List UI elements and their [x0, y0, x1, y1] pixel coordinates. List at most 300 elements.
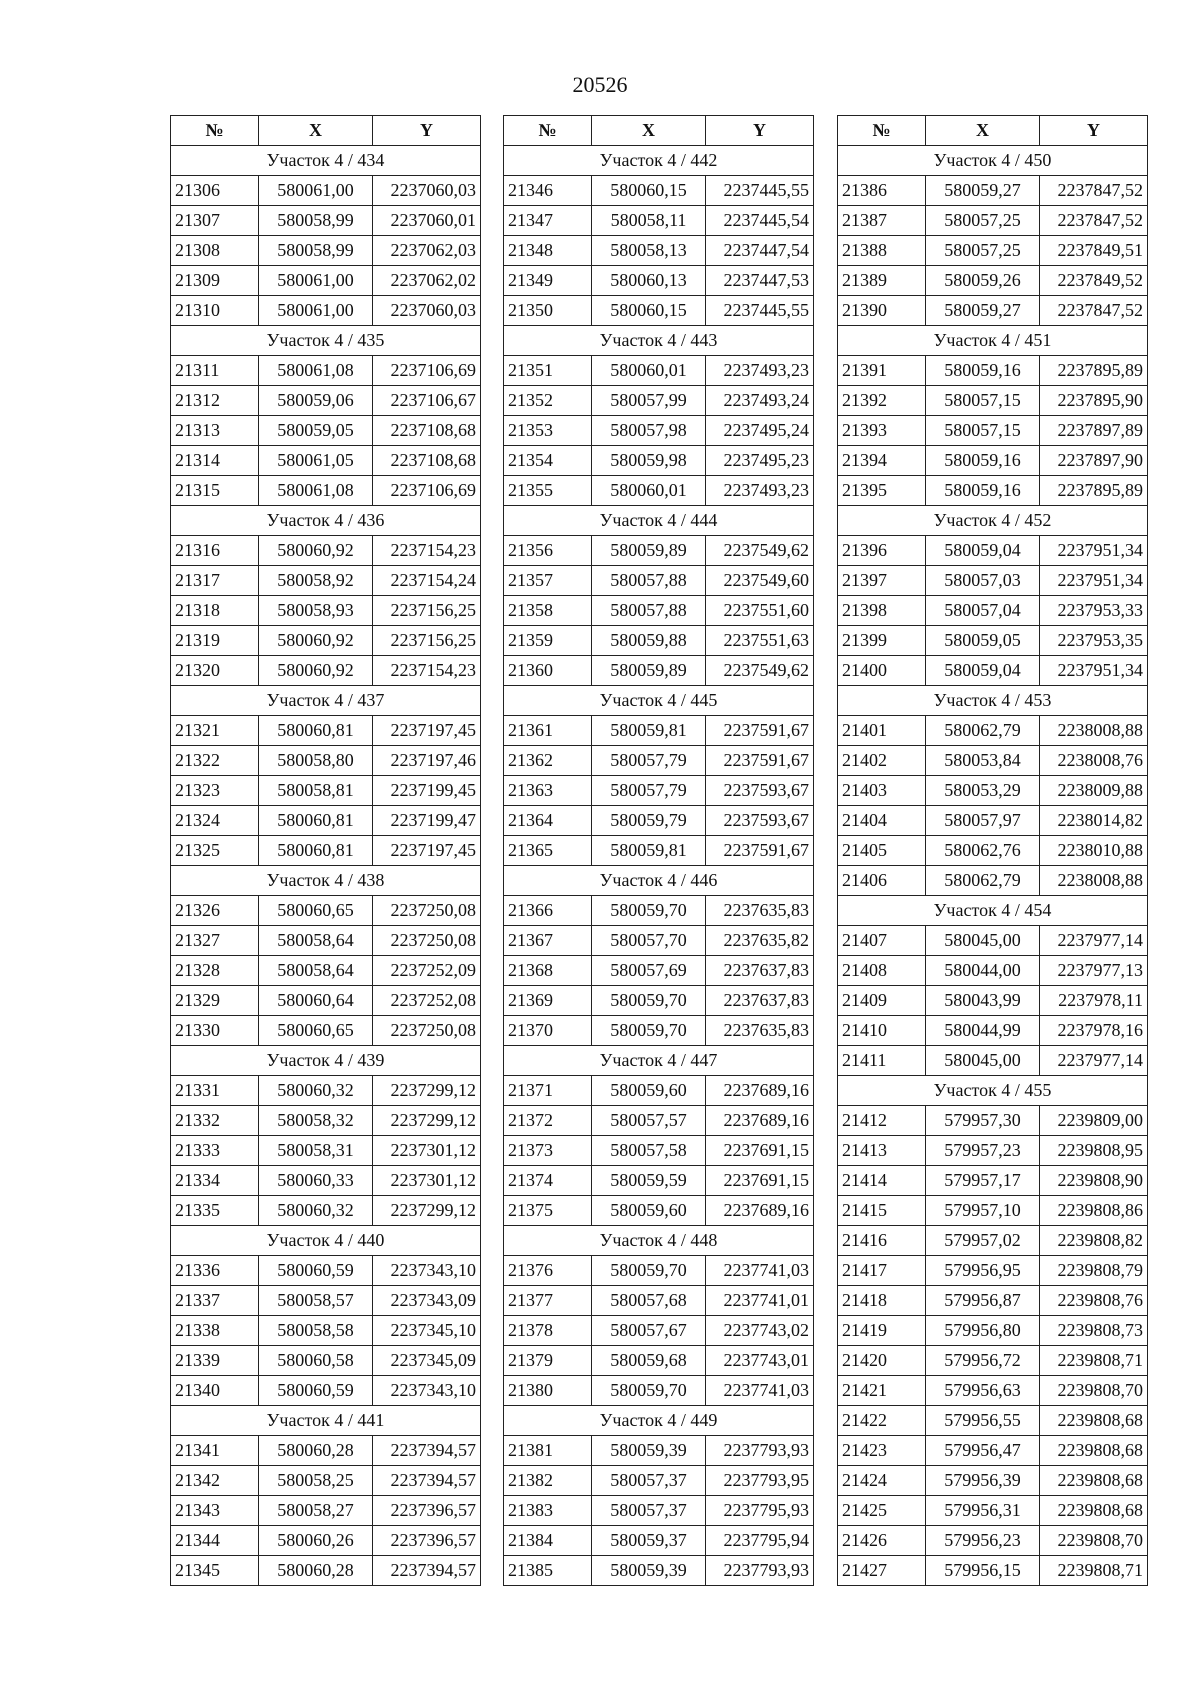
y-coordinate: 2237394,57: [373, 1556, 481, 1586]
table-row: [838, 1436, 1148, 1466]
x-coordinate: 580060,59: [259, 1376, 373, 1406]
y-coordinate: 2238014,82: [1040, 806, 1148, 836]
point-number: 21344: [171, 1526, 259, 1556]
x-coordinate: 580058,32: [259, 1106, 373, 1136]
table-row: [504, 1346, 814, 1376]
y-coordinate: 2237637,83: [706, 956, 814, 986]
section-row: [171, 1226, 481, 1256]
point-number: 21396: [838, 536, 926, 566]
y-coordinate: 2237301,12: [373, 1166, 481, 1196]
table-row: [171, 536, 481, 566]
table-row: [171, 416, 481, 446]
table-row: [838, 416, 1148, 446]
point-number: 21347: [504, 206, 592, 236]
y-coordinate: 2237252,08: [373, 986, 481, 1016]
y-coordinate: 2237493,23: [706, 476, 814, 506]
point-number: 21425: [838, 1496, 926, 1526]
x-coordinate: 580044,99: [926, 1016, 1040, 1046]
x-coordinate: 580059,98: [592, 446, 706, 476]
y-coordinate: 2237551,63: [706, 626, 814, 656]
y-coordinate: 2237977,14: [1040, 926, 1148, 956]
point-number: 21346: [504, 176, 592, 206]
point-number: 21366: [504, 896, 592, 926]
point-number: 21370: [504, 1016, 592, 1046]
x-coordinate: 580058,11: [592, 206, 706, 236]
section-title: Участок 4 / 448: [504, 1226, 814, 1256]
section-row: [504, 146, 814, 176]
point-number: 21367: [504, 926, 592, 956]
x-coordinate: 580059,04: [926, 536, 1040, 566]
x-coordinate: 580057,99: [592, 386, 706, 416]
y-coordinate: 2237977,14: [1040, 1046, 1148, 1076]
point-number: 21421: [838, 1376, 926, 1406]
table-row: [504, 1106, 814, 1136]
x-coordinate: 580053,84: [926, 746, 1040, 776]
x-coordinate: 580060,65: [259, 1016, 373, 1046]
y-coordinate: 2237493,24: [706, 386, 814, 416]
y-coordinate: 2238008,88: [1040, 716, 1148, 746]
y-coordinate: 2237895,89: [1040, 476, 1148, 506]
x-coordinate: 580060,59: [259, 1256, 373, 1286]
section-row: [838, 686, 1148, 716]
y-coordinate: 2237849,51: [1040, 236, 1148, 266]
x-coordinate: 580061,00: [259, 176, 373, 206]
point-number: 21311: [171, 356, 259, 386]
y-coordinate: 2237689,16: [706, 1106, 814, 1136]
table-row: [838, 656, 1148, 686]
y-coordinate: 2237549,60: [706, 566, 814, 596]
y-coordinate: 2237445,55: [706, 176, 814, 206]
y-coordinate: 2237060,03: [373, 296, 481, 326]
table-row: [171, 1436, 481, 1466]
table-row: [171, 896, 481, 926]
header-x: X: [259, 116, 373, 146]
y-coordinate: 2239808,68: [1040, 1496, 1148, 1526]
point-number: 21356: [504, 536, 592, 566]
section-row: [838, 506, 1148, 536]
y-coordinate: 2237106,67: [373, 386, 481, 416]
section-title: Участок 4 / 435: [171, 326, 481, 356]
x-coordinate: 580058,64: [259, 926, 373, 956]
x-coordinate: 580058,81: [259, 776, 373, 806]
y-coordinate: 2237895,90: [1040, 386, 1148, 416]
table-row: [838, 296, 1148, 326]
point-number: 21424: [838, 1466, 926, 1496]
point-number: 21325: [171, 836, 259, 866]
section-title: Участок 4 / 443: [504, 326, 814, 356]
point-number: 21376: [504, 1256, 592, 1286]
section-row: [171, 146, 481, 176]
y-coordinate: 2237793,93: [706, 1556, 814, 1586]
x-coordinate: 580058,31: [259, 1136, 373, 1166]
y-coordinate: 2239808,68: [1040, 1436, 1148, 1466]
x-coordinate: 580058,25: [259, 1466, 373, 1496]
section-row: [838, 146, 1148, 176]
y-coordinate: 2237156,25: [373, 596, 481, 626]
y-coordinate: 2237445,54: [706, 206, 814, 236]
point-number: 21364: [504, 806, 592, 836]
section-row: [171, 506, 481, 536]
y-coordinate: 2237897,89: [1040, 416, 1148, 446]
x-coordinate: 580059,89: [592, 536, 706, 566]
table-row: [504, 296, 814, 326]
x-coordinate: 580057,88: [592, 596, 706, 626]
x-coordinate: 580060,26: [259, 1526, 373, 1556]
table-row: [838, 206, 1148, 236]
x-coordinate: 580058,99: [259, 236, 373, 266]
y-coordinate: 2237741,03: [706, 1256, 814, 1286]
y-coordinate: 2237394,57: [373, 1436, 481, 1466]
x-coordinate: 580060,81: [259, 716, 373, 746]
y-coordinate: 2237447,53: [706, 266, 814, 296]
table-row: [171, 1016, 481, 1046]
y-coordinate: 2237252,09: [373, 956, 481, 986]
y-coordinate: 2239809,00: [1040, 1106, 1148, 1136]
y-coordinate: 2237978,16: [1040, 1016, 1148, 1046]
x-coordinate: 580058,92: [259, 566, 373, 596]
point-number: 21400: [838, 656, 926, 686]
point-number: 21414: [838, 1166, 926, 1196]
point-number: 21312: [171, 386, 259, 416]
table-row: [838, 1256, 1148, 1286]
point-number: 21423: [838, 1436, 926, 1466]
x-coordinate: 580059,88: [592, 626, 706, 656]
table-row: [171, 296, 481, 326]
x-coordinate: 580059,59: [592, 1166, 706, 1196]
y-coordinate: 2237301,12: [373, 1136, 481, 1166]
point-number: 21326: [171, 896, 259, 926]
point-number: 21379: [504, 1346, 592, 1376]
y-coordinate: 2237793,93: [706, 1436, 814, 1466]
table-row: [504, 1376, 814, 1406]
table-row: [838, 1496, 1148, 1526]
point-number: 21308: [171, 236, 259, 266]
x-coordinate: 580059,26: [926, 266, 1040, 296]
point-number: 21324: [171, 806, 259, 836]
table-row: [504, 266, 814, 296]
section-title: Участок 4 / 438: [171, 866, 481, 896]
x-coordinate: 580058,57: [259, 1286, 373, 1316]
x-coordinate: 579956,31: [926, 1496, 1040, 1526]
table-row: [171, 356, 481, 386]
table-row: [171, 1256, 481, 1286]
y-coordinate: 2239808,82: [1040, 1226, 1148, 1256]
coordinates-table-1: [170, 115, 481, 1586]
x-coordinate: 580060,92: [259, 536, 373, 566]
x-coordinate: 580057,68: [592, 1286, 706, 1316]
section-title: Участок 4 / 452: [838, 506, 1148, 536]
x-coordinate: 580061,08: [259, 476, 373, 506]
x-coordinate: 580057,79: [592, 746, 706, 776]
x-coordinate: 580059,39: [592, 1556, 706, 1586]
x-coordinate: 579956,95: [926, 1256, 1040, 1286]
y-coordinate: 2237849,52: [1040, 266, 1148, 296]
x-coordinate: 580059,05: [259, 416, 373, 446]
x-coordinate: 580060,28: [259, 1556, 373, 1586]
x-coordinate: 580060,81: [259, 806, 373, 836]
section-title: Участок 4 / 440: [171, 1226, 481, 1256]
table-row: [838, 1016, 1148, 1046]
section-title: Участок 4 / 442: [504, 146, 814, 176]
x-coordinate: 580057,37: [592, 1496, 706, 1526]
y-coordinate: 2237060,03: [373, 176, 481, 206]
y-coordinate: 2239808,70: [1040, 1526, 1148, 1556]
table-row: [838, 1406, 1148, 1436]
point-number: 21349: [504, 266, 592, 296]
point-number: 21365: [504, 836, 592, 866]
point-number: 21427: [838, 1556, 926, 1586]
y-coordinate: 2239808,86: [1040, 1196, 1148, 1226]
x-coordinate: 579956,39: [926, 1466, 1040, 1496]
y-coordinate: 2239808,71: [1040, 1556, 1148, 1586]
y-coordinate: 2238008,88: [1040, 866, 1148, 896]
section-title: Участок 4 / 434: [171, 146, 481, 176]
y-coordinate: 2237743,02: [706, 1316, 814, 1346]
table-row: [171, 1376, 481, 1406]
y-coordinate: 2237495,23: [706, 446, 814, 476]
point-number: 21360: [504, 656, 592, 686]
point-number: 21409: [838, 986, 926, 1016]
table-row: [171, 1316, 481, 1346]
point-number: 21418: [838, 1286, 926, 1316]
y-coordinate: 2237299,12: [373, 1076, 481, 1106]
point-number: 21328: [171, 956, 259, 986]
point-number: 21315: [171, 476, 259, 506]
x-coordinate: 580060,92: [259, 626, 373, 656]
point-number: 21426: [838, 1526, 926, 1556]
y-coordinate: 2237847,52: [1040, 176, 1148, 206]
x-coordinate: 580059,79: [592, 806, 706, 836]
point-number: 21323: [171, 776, 259, 806]
table-row: [171, 656, 481, 686]
point-number: 21337: [171, 1286, 259, 1316]
table-row: [504, 656, 814, 686]
x-coordinate: 580057,25: [926, 236, 1040, 266]
y-coordinate: 2237691,15: [706, 1166, 814, 1196]
point-number: 21333: [171, 1136, 259, 1166]
point-number: 21397: [838, 566, 926, 596]
table-row: [504, 566, 814, 596]
y-coordinate: 2237299,12: [373, 1196, 481, 1226]
y-coordinate: 2237549,62: [706, 536, 814, 566]
point-number: 21352: [504, 386, 592, 416]
table-row: [171, 746, 481, 776]
y-coordinate: 2237299,12: [373, 1106, 481, 1136]
section-row: [838, 326, 1148, 356]
table-row: [171, 266, 481, 296]
section-title: Участок 4 / 447: [504, 1046, 814, 1076]
point-number: 21343: [171, 1496, 259, 1526]
x-coordinate: 579956,80: [926, 1316, 1040, 1346]
y-coordinate: 2238010,88: [1040, 836, 1148, 866]
table-row: [838, 176, 1148, 206]
table-row: [504, 596, 814, 626]
table-row: [504, 1436, 814, 1466]
x-coordinate: 580060,15: [592, 296, 706, 326]
table-row: [504, 386, 814, 416]
x-coordinate: 580057,88: [592, 566, 706, 596]
x-coordinate: 580057,97: [926, 806, 1040, 836]
table-row: [838, 866, 1148, 896]
table-row: [838, 566, 1148, 596]
point-number: 21373: [504, 1136, 592, 1166]
x-coordinate: 579956,87: [926, 1286, 1040, 1316]
y-coordinate: 2237978,11: [1040, 986, 1148, 1016]
table-row: [504, 746, 814, 776]
y-coordinate: 2237689,16: [706, 1076, 814, 1106]
y-coordinate: 2237495,24: [706, 416, 814, 446]
x-coordinate: 579956,47: [926, 1436, 1040, 1466]
y-coordinate: 2237637,83: [706, 986, 814, 1016]
x-coordinate: 580060,58: [259, 1346, 373, 1376]
x-coordinate: 579957,10: [926, 1196, 1040, 1226]
point-number: 21407: [838, 926, 926, 956]
section-row: [838, 896, 1148, 926]
table-row: [504, 1256, 814, 1286]
y-coordinate: 2237593,67: [706, 776, 814, 806]
table-row: [171, 1556, 481, 1586]
x-coordinate: 580059,81: [592, 716, 706, 746]
y-coordinate: 2237795,94: [706, 1526, 814, 1556]
y-coordinate: 2237951,34: [1040, 656, 1148, 686]
point-number: 21404: [838, 806, 926, 836]
table-row: [838, 776, 1148, 806]
x-coordinate: 580045,00: [926, 926, 1040, 956]
section-row: [504, 1046, 814, 1076]
y-coordinate: 2237154,23: [373, 656, 481, 686]
point-number: 21306: [171, 176, 259, 206]
table-row: [838, 1136, 1148, 1166]
y-coordinate: 2237394,57: [373, 1466, 481, 1496]
point-number: 21341: [171, 1436, 259, 1466]
section-title: Участок 4 / 453: [838, 686, 1148, 716]
y-coordinate: 2237977,13: [1040, 956, 1148, 986]
section-row: [171, 326, 481, 356]
x-coordinate: 579956,15: [926, 1556, 1040, 1586]
point-number: 21351: [504, 356, 592, 386]
section-title: Участок 4 / 444: [504, 506, 814, 536]
table-row: [504, 1166, 814, 1196]
table-row: [504, 1526, 814, 1556]
x-coordinate: 579957,17: [926, 1166, 1040, 1196]
table-row: [171, 956, 481, 986]
section-title: Участок 4 / 451: [838, 326, 1148, 356]
y-coordinate: 2237154,24: [373, 566, 481, 596]
section-row: [504, 1406, 814, 1436]
point-number: 21408: [838, 956, 926, 986]
x-coordinate: 580057,15: [926, 386, 1040, 416]
table-row: [838, 956, 1148, 986]
point-number: 21313: [171, 416, 259, 446]
x-coordinate: 580058,13: [592, 236, 706, 266]
point-number: 21340: [171, 1376, 259, 1406]
y-coordinate: 2237108,68: [373, 446, 481, 476]
y-coordinate: 2239808,70: [1040, 1376, 1148, 1406]
x-coordinate: 580059,27: [926, 296, 1040, 326]
point-number: 21330: [171, 1016, 259, 1046]
y-coordinate: 2237199,47: [373, 806, 481, 836]
section-title: Участок 4 / 455: [838, 1076, 1148, 1106]
table-row: [838, 1106, 1148, 1136]
table-row: [171, 596, 481, 626]
point-number: 21387: [838, 206, 926, 236]
section-row: [504, 686, 814, 716]
x-coordinate: 579956,23: [926, 1526, 1040, 1556]
table-row: [171, 476, 481, 506]
table-row: [171, 1346, 481, 1376]
y-coordinate: 2237197,45: [373, 716, 481, 746]
point-number: 21368: [504, 956, 592, 986]
table-row: [838, 1466, 1148, 1496]
x-coordinate: 580057,15: [926, 416, 1040, 446]
table-row: [171, 236, 481, 266]
x-coordinate: 580045,00: [926, 1046, 1040, 1076]
x-coordinate: 580059,37: [592, 1526, 706, 1556]
point-number: 21321: [171, 716, 259, 746]
point-number: 21417: [838, 1256, 926, 1286]
x-coordinate: 579956,63: [926, 1376, 1040, 1406]
point-number: 21332: [171, 1106, 259, 1136]
x-coordinate: 580057,37: [592, 1466, 706, 1496]
point-number: 21406: [838, 866, 926, 896]
point-number: 21385: [504, 1556, 592, 1586]
table-row: [504, 716, 814, 746]
x-coordinate: 580059,81: [592, 836, 706, 866]
x-coordinate: 580059,16: [926, 476, 1040, 506]
x-coordinate: 580057,57: [592, 1106, 706, 1136]
point-number: 21380: [504, 1376, 592, 1406]
table-row: [171, 1526, 481, 1556]
y-coordinate: 2237343,10: [373, 1376, 481, 1406]
x-coordinate: 580043,99: [926, 986, 1040, 1016]
x-coordinate: 579957,02: [926, 1226, 1040, 1256]
point-number: 21403: [838, 776, 926, 806]
table-row: [838, 806, 1148, 836]
y-coordinate: 2237591,67: [706, 836, 814, 866]
section-title: Участок 4 / 454: [838, 896, 1148, 926]
point-number: 21355: [504, 476, 592, 506]
point-number: 21314: [171, 446, 259, 476]
point-number: 21317: [171, 566, 259, 596]
x-coordinate: 580059,04: [926, 656, 1040, 686]
section-row: [171, 1046, 481, 1076]
x-coordinate: 580060,01: [592, 476, 706, 506]
table-row: [504, 176, 814, 206]
table-row: [171, 1286, 481, 1316]
y-coordinate: 2237345,10: [373, 1316, 481, 1346]
table-row: [171, 1496, 481, 1526]
table-row: [838, 836, 1148, 866]
point-number: 21377: [504, 1286, 592, 1316]
table-row: [171, 806, 481, 836]
x-coordinate: 580061,00: [259, 296, 373, 326]
section-title: Участок 4 / 450: [838, 146, 1148, 176]
table-header-row: [504, 116, 814, 146]
y-coordinate: 2239808,95: [1040, 1136, 1148, 1166]
point-number: 21362: [504, 746, 592, 776]
point-number: 21369: [504, 986, 592, 1016]
y-coordinate: 2237635,83: [706, 896, 814, 926]
table-row: [838, 536, 1148, 566]
header-y: Y: [706, 116, 814, 146]
point-number: 21405: [838, 836, 926, 866]
table-row: [838, 1556, 1148, 1586]
point-number: 21334: [171, 1166, 259, 1196]
table-row: [504, 1316, 814, 1346]
point-number: 21327: [171, 926, 259, 956]
table-row: [504, 956, 814, 986]
x-coordinate: 580059,68: [592, 1346, 706, 1376]
